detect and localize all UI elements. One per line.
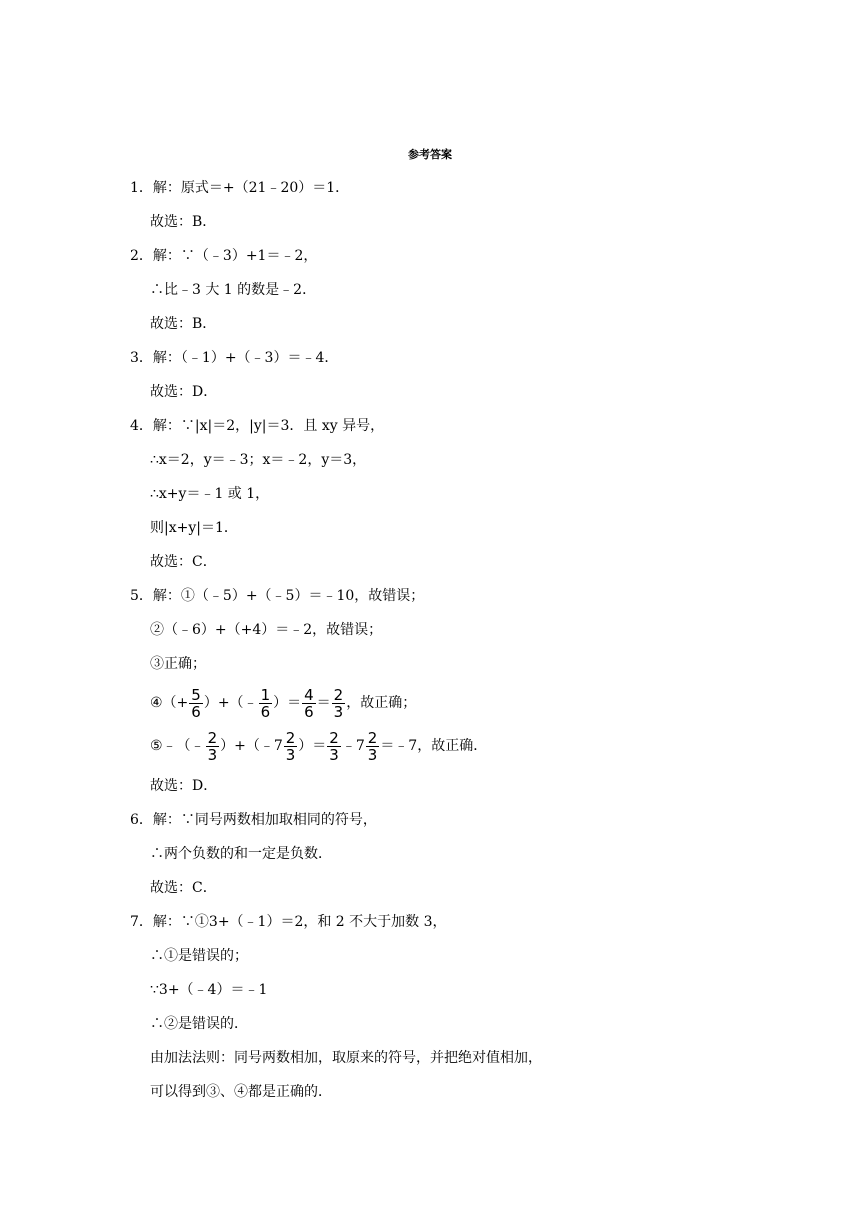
answer-5-choice: 故选：D．: [150, 778, 218, 794]
fraction-numerator: 2: [207, 728, 218, 747]
fraction: [327, 730, 341, 763]
fraction-numerator: 2: [329, 728, 339, 747]
item-4-text-e: ，故正确；: [346, 695, 417, 711]
answer-7-line: 7．解：∵①3+（﹣1）＝2，和 2 不大于加数 3，: [130, 914, 447, 930]
fraction-denominator: 3: [207, 745, 218, 764]
fraction-numerator: 4: [304, 685, 314, 704]
fraction-denominator: 3: [329, 745, 339, 764]
fraction-numerator: 5: [191, 685, 201, 704]
answer-7-result: 可以得到③、④都是正确的．: [150, 1084, 332, 1100]
answer-4-choice: 故选：C．: [150, 554, 217, 570]
answer-1-line: 1．解：原式＝+（21﹣20）＝1．: [130, 180, 350, 196]
answer-7-rule: 由加法法则：同号两数相加，取原来的符号，并把绝对值相加，: [150, 1050, 542, 1066]
answer-5-item-2: ②（﹣6）+（+4）＝﹣2，故错误；: [150, 622, 383, 638]
fraction-denominator: 3: [333, 702, 344, 721]
item-5-text-b: ）+（﹣7: [220, 738, 283, 754]
answer-2-conclusion: ∴比﹣3 大 1 的数是﹣2．: [150, 282, 317, 298]
answer-5-item-3: ③正确；: [150, 656, 206, 672]
item-4-text-d: ＝: [316, 695, 331, 711]
item-4-text-c: ）＝: [273, 695, 302, 711]
fraction-numerator: 1: [260, 685, 271, 704]
fraction-numerator: 2: [285, 728, 296, 747]
item-5-text-a: ⑤﹣（﹣: [150, 738, 205, 754]
item-4-text-a: ④（+: [150, 695, 189, 711]
answer-5-item-5: [150, 726, 487, 766]
fraction-denominator: 6: [260, 702, 271, 721]
answer-5-line: 5．解：①（﹣5）+（﹣5）＝﹣10，故错误；: [130, 588, 425, 604]
answer-3-line: 3．解：（﹣1）+（﹣3）＝﹣4．: [130, 350, 339, 366]
fraction: [206, 730, 220, 763]
page-title: 参考答案: [408, 148, 452, 161]
answer-4-line: 4．解：∵|x|＝2，|y|＝3．且 xy 异号，: [130, 418, 385, 434]
answer-7-item-2: ∴②是错误的．: [150, 1016, 248, 1032]
fraction: [189, 687, 203, 720]
item-5-text-c: ）＝: [298, 738, 327, 754]
answer-4-sum: ∴x+y＝﹣1 或 1，: [150, 486, 270, 502]
fraction: [284, 730, 298, 763]
answer-6-conclusion: ∴两个负数的和一定是负数．: [150, 846, 332, 862]
answer-5-item-4: [150, 683, 416, 723]
fraction-denominator: 6: [304, 702, 314, 721]
item-5-text-e: ＝﹣7，故正确．: [380, 738, 488, 754]
fraction: [259, 687, 273, 720]
fraction-numerator: 2: [333, 685, 344, 704]
fraction: [366, 730, 380, 763]
answer-6-line: 6．解：∵同号两数相加取相同的符号，: [130, 812, 377, 828]
answer-4-values: ∴x＝2，y＝﹣3；x＝﹣2，y＝3，: [150, 452, 367, 468]
answer-2-choice: 故选：B．: [150, 316, 217, 332]
item-4-text-b: ）+（﹣: [203, 695, 258, 711]
item-5-text-d: ﹣7: [341, 738, 365, 754]
answer-7-item-1: ∴①是错误的；: [150, 948, 248, 964]
fraction-denominator: 3: [367, 745, 378, 764]
answer-1-choice: 故选：B．: [150, 214, 217, 230]
fraction: [332, 687, 346, 720]
fraction-denominator: 3: [285, 745, 296, 764]
answer-2-line: 2．解：∵（﹣3）+1＝﹣2，: [130, 248, 318, 264]
answer-3-choice: 故选：D．: [150, 384, 218, 400]
answer-7-calc: ∵3+（﹣4）＝﹣1: [150, 982, 268, 998]
answer-6-choice: 故选：C．: [150, 880, 217, 896]
fraction: [302, 687, 316, 720]
fraction-denominator: 6: [191, 702, 201, 721]
fraction-numerator: 2: [367, 728, 378, 747]
answer-4-abs: 则|x+y|＝1．: [150, 520, 238, 536]
